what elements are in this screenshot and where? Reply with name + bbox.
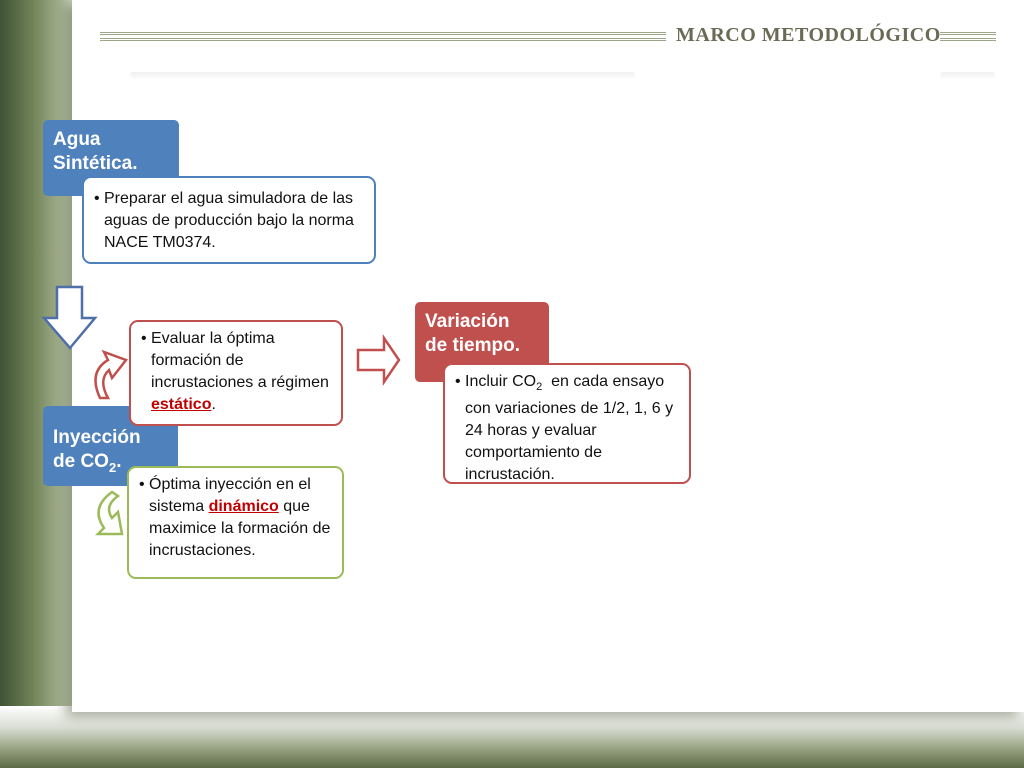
agua-card: • Preparar el agua simuladora de las aguas de producción bajo la norma NACE TM0374. [82, 176, 376, 264]
estatico-card: • Evaluar la óptima formación de incrustaciones a régimen estático. [129, 320, 343, 426]
estatico-word: estático [151, 396, 212, 413]
agua-title-2: Sintética. [53, 153, 138, 174]
inyeccion-title-1: Inyección [53, 427, 141, 448]
agua-title-1: Agua [53, 129, 101, 150]
estatico-text: Evaluar la óptima formación de incrustaciones a régimen [151, 330, 329, 391]
right-arrow-icon [358, 338, 399, 382]
variacion-card: • Incluir $CO_2$ en cada ensayo con variaciones de 1/2, 1, 6 y 24 horas y evaluar comportamiento de incrustación. [443, 363, 691, 484]
green-curved-arrow-icon [98, 492, 122, 534]
red-curved-arrow-icon [96, 352, 127, 398]
variacion-title-2: de tiempo. [425, 335, 521, 356]
inyeccion-title-2: de $CO_2$. [53, 451, 122, 475]
down-arrow-icon [44, 287, 95, 348]
variacion-text: Incluir $CO_2$ en cada ensayo con variaciones de 1/2, 1, 6 y 24 horas y evaluar comportamiento de incrustación. [465, 373, 678, 484]
dinamico-card: • Óptima inyección en el sistema dinámico que maximice la formación de incrustaciones. [127, 466, 344, 579]
dinamico-word: dinámico [208, 498, 279, 515]
agua-bullet: Preparar el agua simuladora de las aguas de producción bajo la norma NACE TM0374. [104, 190, 354, 251]
page-title: MARCO METODOLÓGICO [676, 24, 941, 46]
variacion-title-1: Variación [425, 311, 510, 332]
dinamico-text: Óptima inyección en el sistema [149, 476, 311, 515]
